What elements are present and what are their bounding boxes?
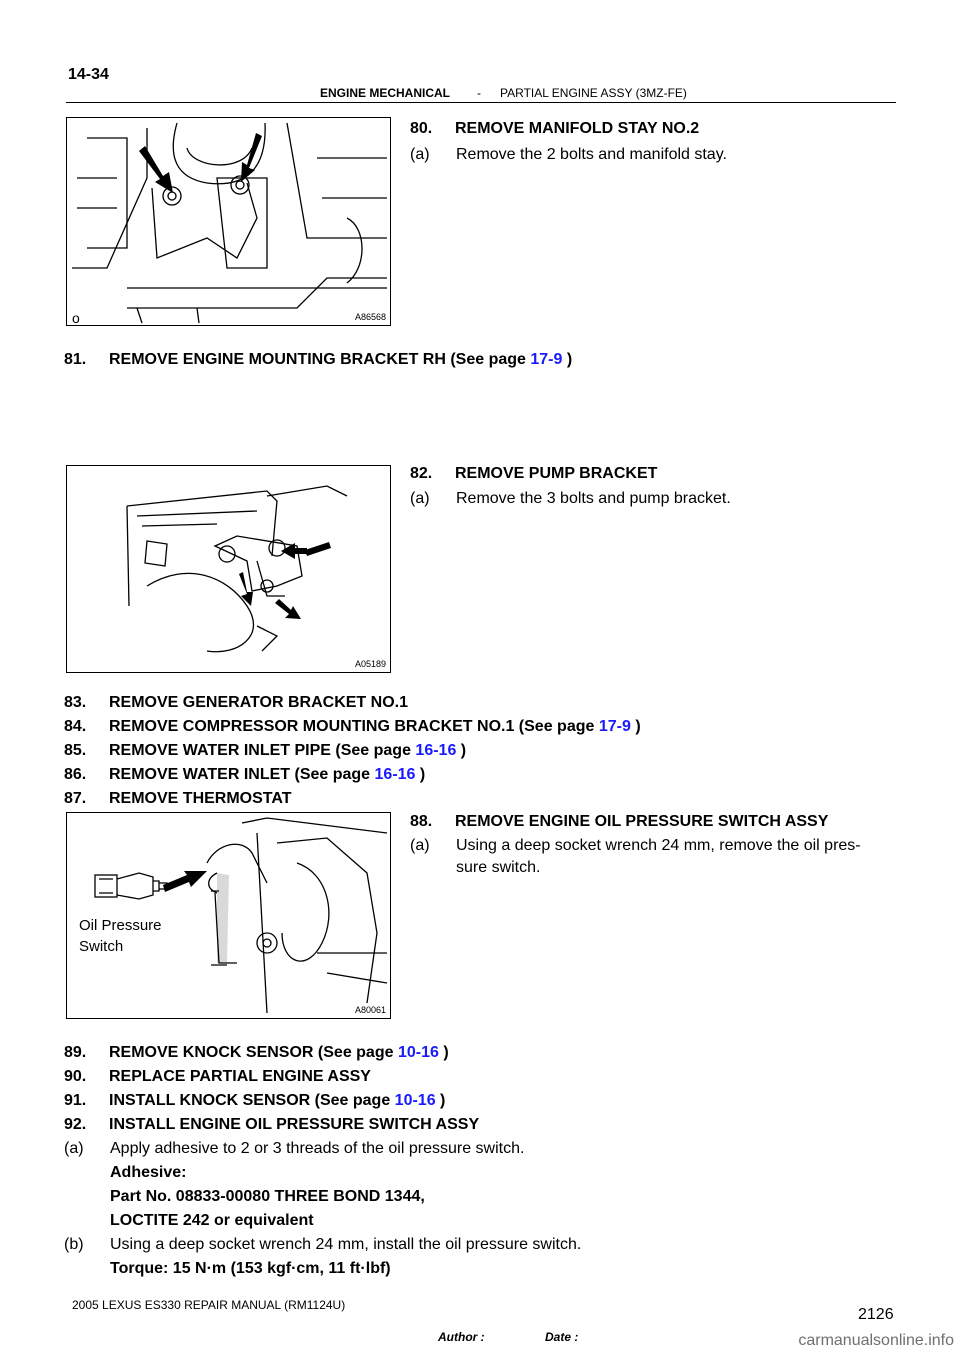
substep-text-line-1: Using a deep socket wrench 24 mm, remove the oil pres- xyxy=(456,837,861,854)
figure-code: A80061 xyxy=(354,1005,386,1015)
step-92b xyxy=(64,1234,581,1256)
step-number: 90. xyxy=(64,1068,87,1085)
substep-label: (a) xyxy=(410,490,430,507)
page-link[interactable]: 17-9 xyxy=(598,718,631,735)
step-text: REPLACE PARTIAL ENGINE ASSY xyxy=(109,1068,371,1085)
step-text-close: ) xyxy=(456,742,467,759)
step-82a xyxy=(410,488,731,510)
figure-code: A05189 xyxy=(354,659,386,669)
step-text: REMOVE ENGINE OIL PRESSURE SWITCH ASSY xyxy=(455,813,829,830)
step-text-close: ) xyxy=(630,718,641,735)
step-80a xyxy=(410,144,727,166)
step-81 xyxy=(64,349,572,371)
step-90 xyxy=(64,1066,371,1088)
step-text: REMOVE WATER INLET PIPE (See page xyxy=(109,742,416,759)
step-number: 85. xyxy=(64,742,87,759)
step-text: INSTALL ENGINE OIL PRESSURE SWITCH ASSY xyxy=(109,1116,480,1133)
step-text: REMOVE GENERATOR BRACKET NO.1 xyxy=(109,694,408,711)
step-88 xyxy=(410,811,828,833)
step-text: REMOVE KNOCK SENSOR (See page xyxy=(109,1044,398,1061)
step-86 xyxy=(64,764,425,786)
step-text-close: ) xyxy=(438,1044,449,1061)
adhesive-line-2: LOCTITE 242 or equivalent xyxy=(110,1212,314,1229)
figure-mark: o xyxy=(72,310,80,326)
torque-spec: Torque: 15 N·m (153 kgf·cm, 11 ft·lbf) xyxy=(110,1260,391,1277)
step-number: 80. xyxy=(410,120,433,137)
step-number: 81. xyxy=(64,351,87,368)
figure-manifold-stay xyxy=(66,117,391,326)
substep-label: (a) xyxy=(410,837,430,854)
step-88a xyxy=(410,835,861,857)
adhesive-line-1: Part No. 08833-00080 THREE BOND 1344, xyxy=(110,1188,425,1205)
figure-code: A86568 xyxy=(354,312,386,322)
figure-oil-pressure-switch xyxy=(66,812,391,1019)
step-text: INSTALL KNOCK SENSOR (See page xyxy=(109,1092,395,1109)
step-91 xyxy=(64,1090,445,1112)
step-number: 92. xyxy=(64,1116,87,1133)
step-number: 91. xyxy=(64,1092,87,1109)
step-text-close: ) xyxy=(435,1092,446,1109)
substep-text: Remove the 2 bolts and manifold stay. xyxy=(456,146,727,163)
header-dash: - xyxy=(477,86,481,100)
page-number: 14-34 xyxy=(68,66,109,83)
step-number: 87. xyxy=(64,790,87,807)
footer-page-number: 2126 xyxy=(858,1306,894,1323)
step-87 xyxy=(64,788,292,810)
step-text: REMOVE THERMOSTAT xyxy=(109,790,292,807)
step-85 xyxy=(64,740,466,762)
substep-label: (a) xyxy=(410,146,430,163)
header-section: ENGINE MECHANICAL xyxy=(320,86,451,100)
step-number: 86. xyxy=(64,766,87,783)
step-text: REMOVE ENGINE MOUNTING BRACKET RH (See page xyxy=(109,351,531,368)
callout-oil-pressure-switch xyxy=(79,915,162,957)
step-92 xyxy=(64,1114,479,1136)
adhesive-title: Adhesive: xyxy=(110,1164,187,1181)
step-text-close: ) xyxy=(415,766,426,783)
step-text: REMOVE COMPRESSOR MOUNTING BRACKET NO.1 (See page xyxy=(109,718,599,735)
figure-pump-bracket xyxy=(66,465,391,673)
page-link[interactable]: 10-16 xyxy=(397,1044,439,1061)
step-88a-cont xyxy=(456,857,540,879)
header-rule xyxy=(66,102,896,103)
step-text-close: ) xyxy=(562,351,573,368)
manifold-stay-illustration xyxy=(67,118,389,324)
step-number: 83. xyxy=(64,694,87,711)
step-83 xyxy=(64,692,408,714)
substep-label: (a) xyxy=(64,1140,84,1157)
step-number: 89. xyxy=(64,1044,87,1061)
substep-text: Remove the 3 bolts and pump bracket. xyxy=(456,490,731,507)
callout-line-1: Oil Pressure xyxy=(79,917,162,934)
page-link[interactable]: 17-9 xyxy=(530,351,563,368)
footer-author: Author : xyxy=(438,1330,485,1344)
step-82 xyxy=(410,463,657,485)
step-text: REMOVE WATER INLET (See page xyxy=(109,766,375,783)
step-number: 84. xyxy=(64,718,87,735)
step-text: REMOVE MANIFOLD STAY NO.2 xyxy=(455,120,700,137)
page-link[interactable]: 16-16 xyxy=(374,766,416,783)
page-link[interactable]: 10-16 xyxy=(394,1092,436,1109)
substep-label: (b) xyxy=(64,1236,84,1253)
footer-date: Date : xyxy=(545,1330,579,1344)
watermark: carmanualsonline.info xyxy=(798,1332,954,1349)
substep-text: Using a deep socket wrench 24 mm, install the oil pressure switch. xyxy=(110,1236,582,1253)
step-number: 88. xyxy=(410,813,433,830)
step-89 xyxy=(64,1042,449,1064)
substep-text: Apply adhesive to 2 or 3 threads of the oil pressure switch. xyxy=(110,1140,525,1157)
step-text: REMOVE PUMP BRACKET xyxy=(455,465,658,482)
step-92a xyxy=(64,1138,524,1160)
page-link[interactable]: 16-16 xyxy=(415,742,457,759)
header-subsection: PARTIAL ENGINE ASSY (3MZ-FE) xyxy=(500,86,687,100)
pump-bracket-illustration xyxy=(67,466,389,671)
step-number: 82. xyxy=(410,465,433,482)
callout-line-2: Switch xyxy=(79,938,124,955)
step-80 xyxy=(410,118,699,140)
step-84 xyxy=(64,716,641,738)
footer-manual-title: 2005 LEXUS ES330 REPAIR MANUAL (RM1124U) xyxy=(72,1298,346,1312)
substep-text-line-2: sure switch. xyxy=(456,859,541,876)
